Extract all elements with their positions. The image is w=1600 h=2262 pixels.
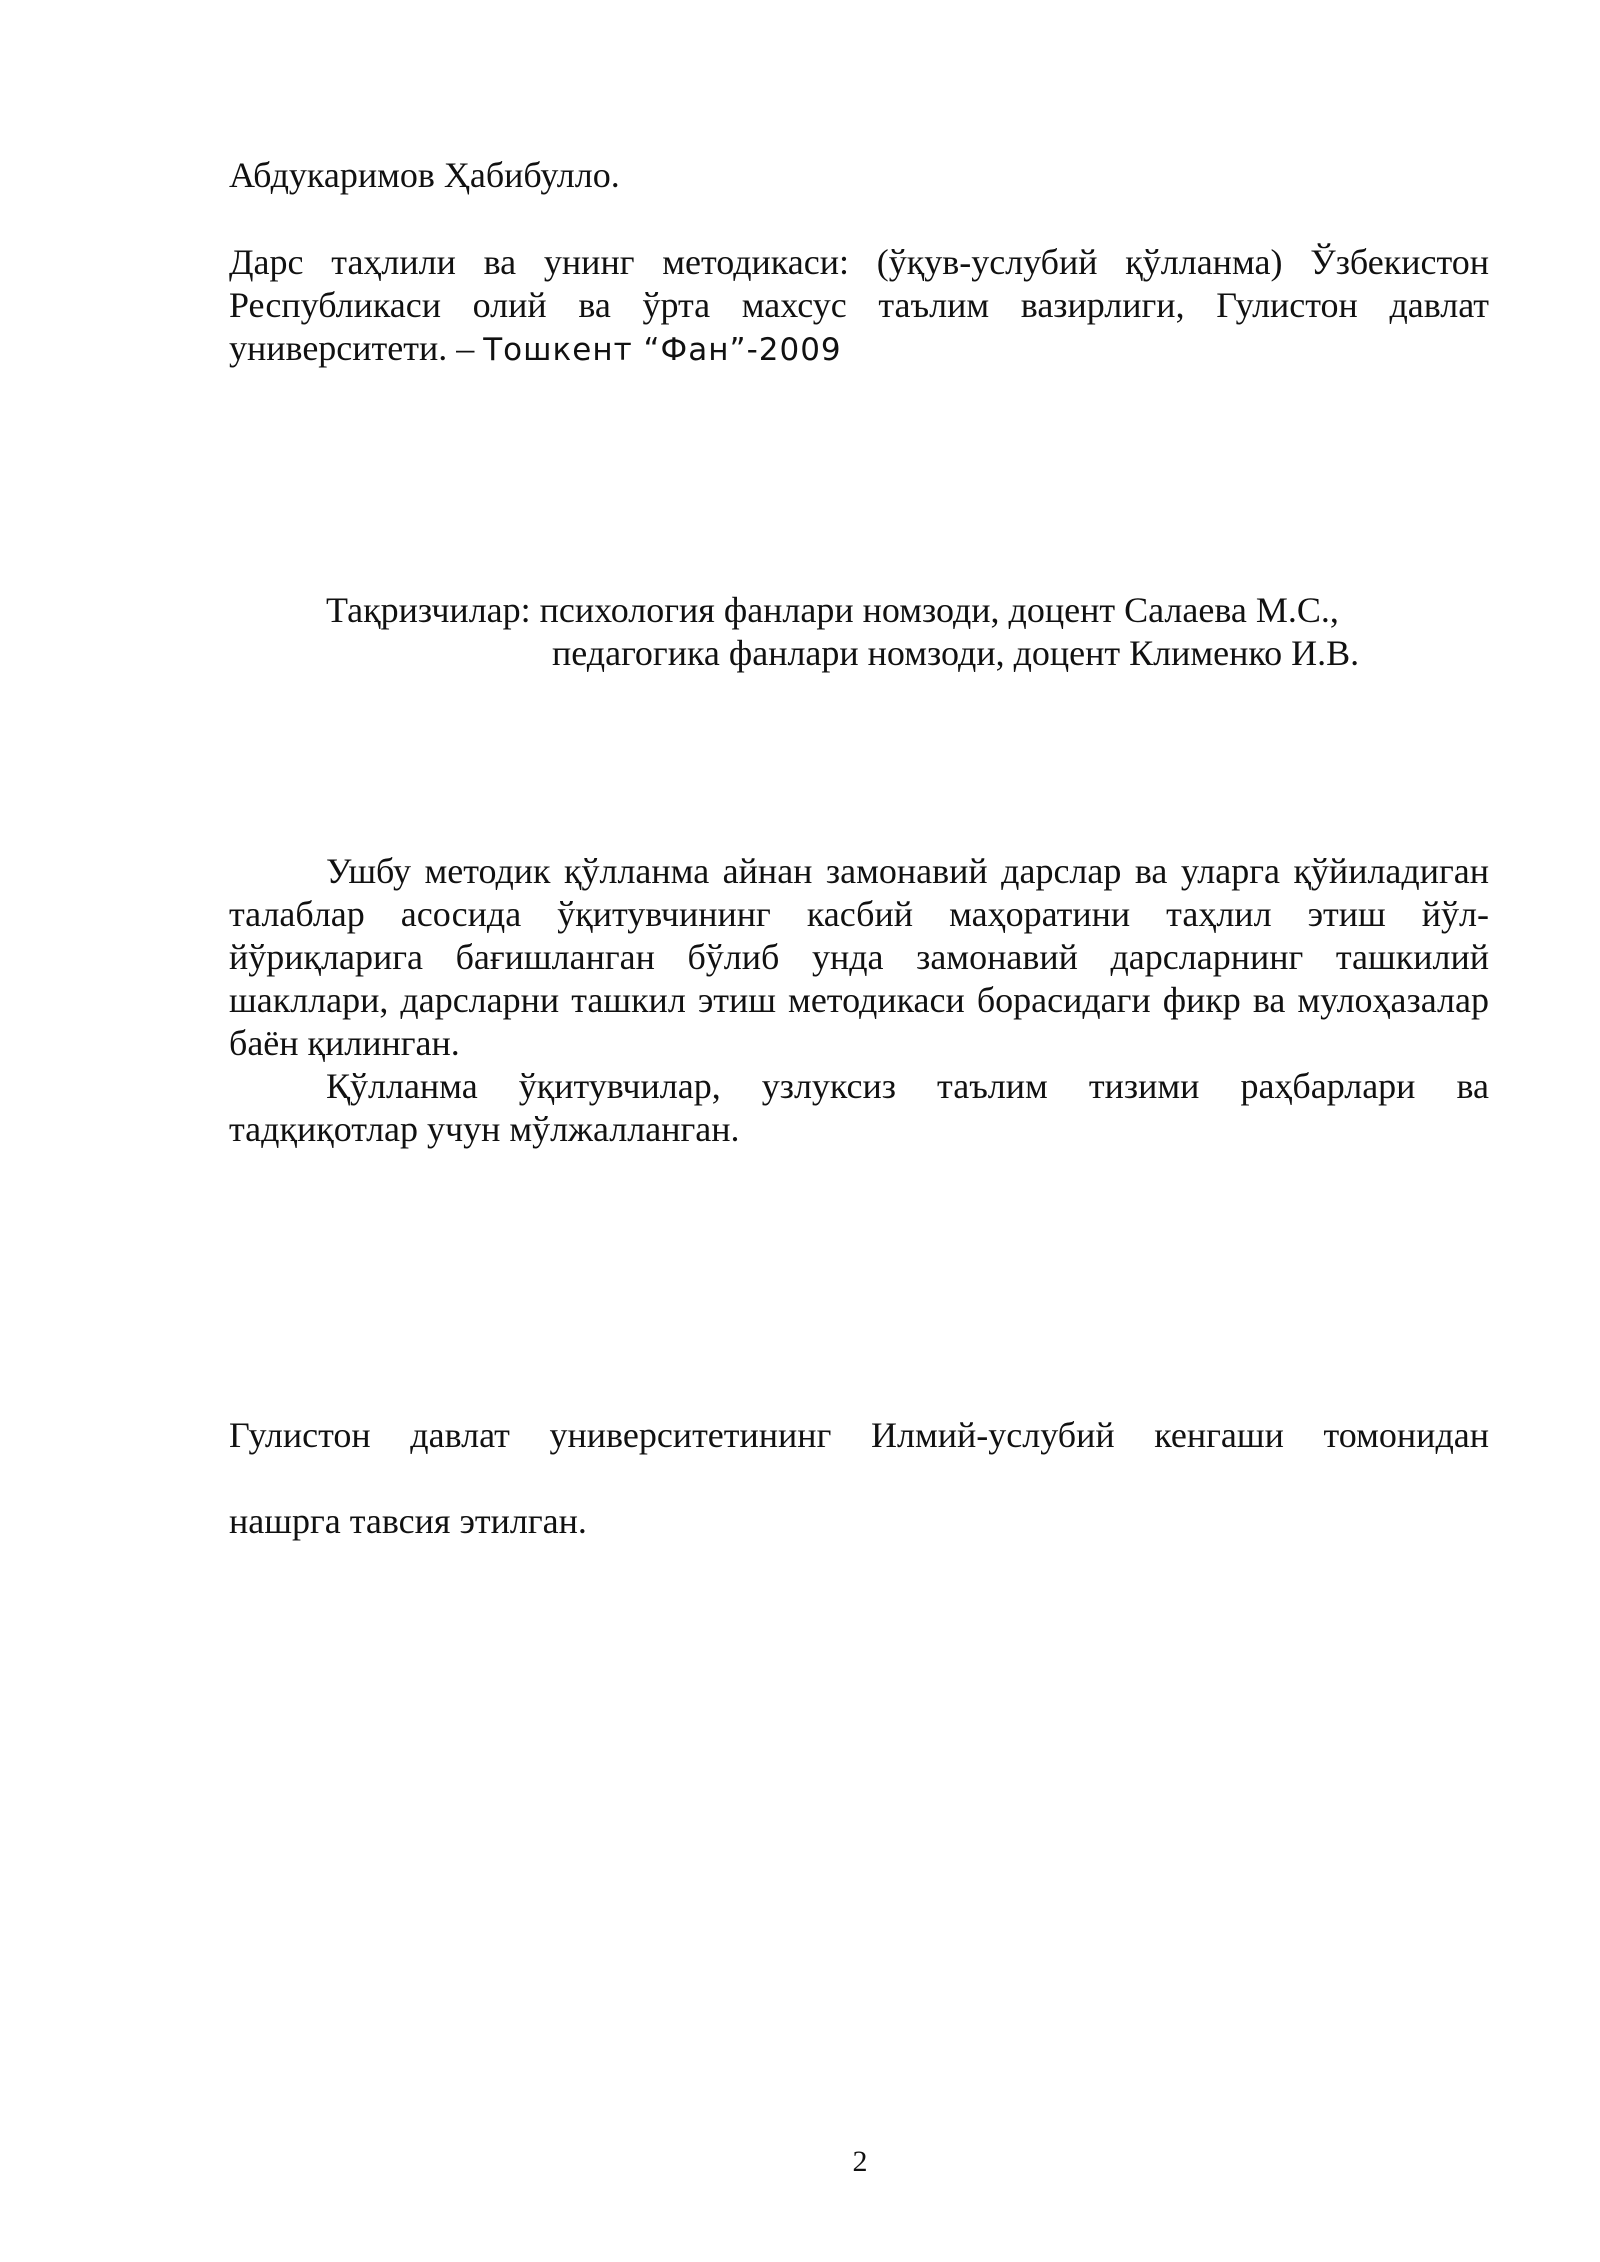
author-name: Абдукаримов Ҳабибулло. (229, 155, 620, 195)
reviewers-line-1: Тақризчилар: психология фанлари номзоди, доцент Салаева М.С., (326, 590, 1339, 630)
publisher-imprint: Тошкент “Фан”-2009 (483, 332, 842, 368)
bibliography-text: Дарс таҳлили ва унинг методикаси: (ўқув-услубий қўлланма) Ўзбекистон Республикаси олий ва ўрта махсус таълим вазирлиги, Гулистон давлат университети. – (229, 242, 1489, 368)
page-number: 2 (852, 2145, 868, 2178)
reviewers-line-2: педагогика фанлари номзоди, доцент Клименко И.В. (552, 633, 1360, 673)
bibliographic-description (229, 241, 1489, 372)
approval-line-1: Гулистон давлат университетининг Илмий-услубий кенгаши томонидан (229, 1415, 1489, 1455)
abstract-paragraph-1: Ушбу методик қўлланма айнан замонавий дарслар ва уларга қўйиладиган талаблар асосида ўқитувчининг касбий маҳоратини таҳлил этиш йўл-йўриқларига бағишланган бўлиб унда замонавий дарсларнинг ташкилий шакллари, дарсларни ташкил этиш методикаси борасидаги фикр ва мулоҳазалар баён қилинган. (229, 851, 1489, 1063)
abstract (229, 850, 1489, 1151)
abstract-paragraph-2: Қўлланма ўқитувчилар, узлуксиз таълим тизими раҳбарлари ва тадқиқотлар учун мўлжалланган. (229, 1066, 1489, 1149)
approval-line-2: нашрга тавсия этилган. (229, 1501, 587, 1541)
